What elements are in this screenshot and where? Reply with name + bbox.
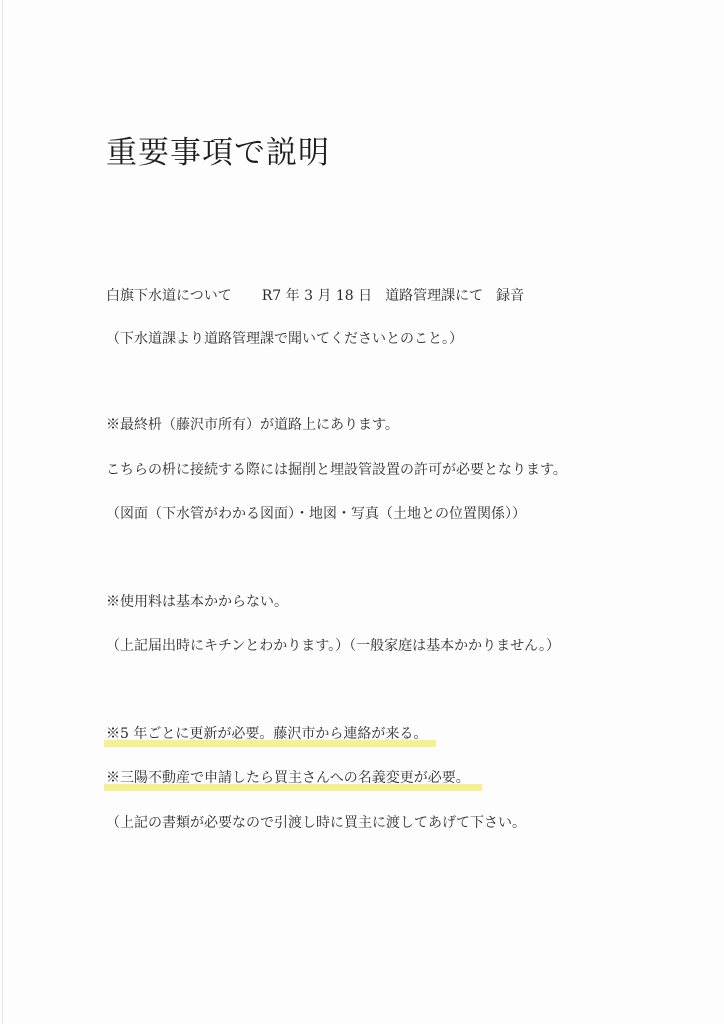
header-note: 録音 — [496, 288, 525, 304]
document-title: 重要事項で説明 — [106, 135, 330, 171]
page-edge — [2, 0, 3, 1024]
section-b-line-1: ※使用料は基本かからない。 — [106, 594, 288, 610]
header-remark: （下水道課より道路管理課で聞いてくださいとのこと。） — [106, 331, 463, 347]
section-c-line-2: ※三陽不動産で申請したら買主さんへの名義変更が必要。 — [106, 770, 470, 786]
header-date: R7 年 3 月 18 日 — [261, 288, 373, 304]
header-department: 道路管理課にて — [385, 288, 484, 304]
section-a-line-1: ※最終枡（藤沢市所有）が道路上にあります。 — [106, 417, 399, 433]
section-a-line-2: こちらの枡に接続する際には掘削と埋設管設置の許可が必要となります。 — [106, 462, 567, 478]
section-c-line-1: ※5 年ごとに更新が必要。藤沢市から連絡が来る。 — [106, 726, 428, 742]
section-a-line-3: （図面（下水管がわかる図面）・地図・写真（土地との位置関係）） — [106, 506, 526, 522]
section-b-line-2: （上記届出時にキチンとわかります。）（一般家庭は基本かかりません。） — [106, 638, 561, 654]
section-c-line-3: （上記の書類が必要なので引渡し時に買主に渡してあげて下さい。 — [106, 815, 526, 831]
highlighted-line-1 — [106, 723, 427, 745]
header-line — [106, 285, 524, 307]
header-subject: 白旗下水道について — [106, 288, 232, 304]
highlighted-line-2 — [106, 767, 470, 789]
